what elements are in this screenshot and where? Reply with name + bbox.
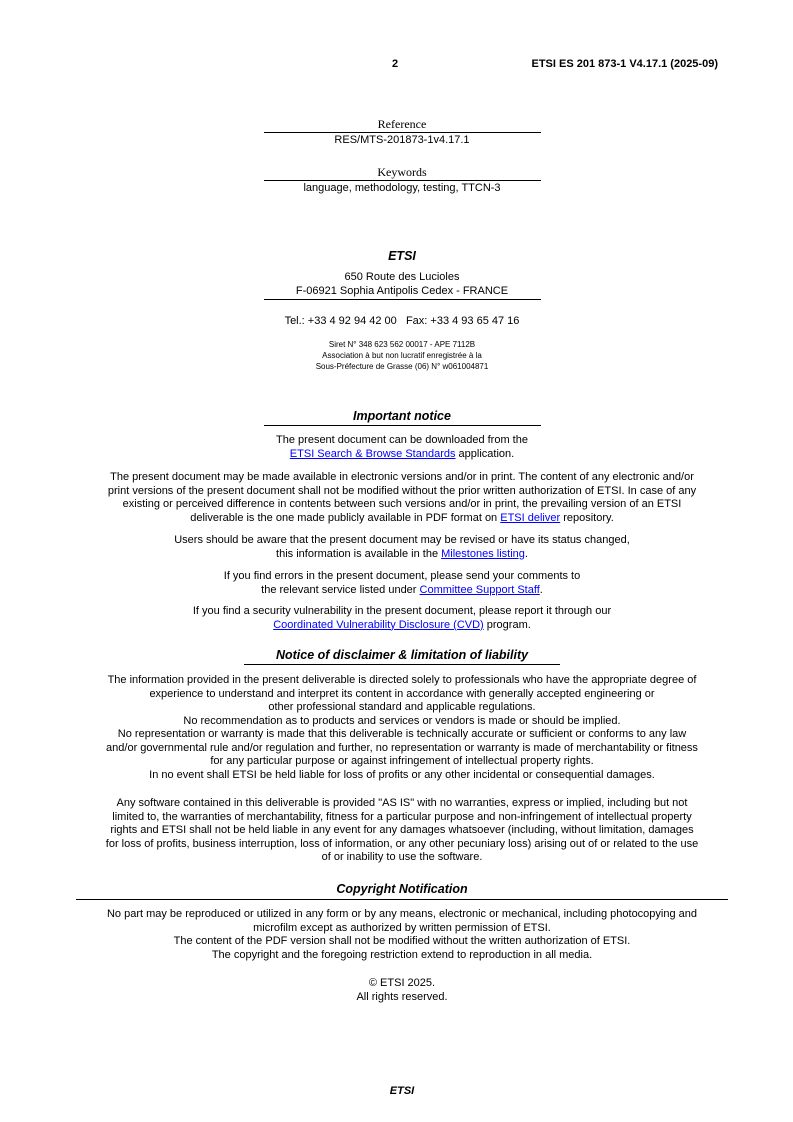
versions-line3: existing or perceived difference in contents between such versions and/or in print, the prevailing version of an ETSI (122, 498, 682, 510)
download-suffix: application. (455, 447, 515, 460)
siret: Siret N° 348 623 562 00017 - APE 7112B (328, 340, 476, 349)
disclaimer-line: The information provided in the present deliverable is directed solely to professionals who have the appropriate degree of (107, 674, 697, 686)
errors-line2-suffix: . (539, 583, 543, 596)
important-notice-rule (264, 425, 541, 426)
status-line2-suffix: . (524, 547, 528, 560)
copyright-line: The content of the PDF version shall not be modified without the written authorization of ETSI. (173, 935, 631, 947)
versions-line1: The present document may be made available in electronic versions and/or in print. The content of any electronic and/or (110, 471, 694, 483)
address-line1: 650 Route des Lucioles (344, 271, 460, 283)
download-line2 (80, 448, 724, 462)
errors-line2-text: the relevant service listed under (261, 583, 420, 596)
document-id: ETSI ES 201 873-1 V4.17.1 (2025-09) (531, 58, 718, 70)
etsi-search-link[interactable]: ETSI Search & Browse Standards (289, 447, 456, 460)
disclaimer-block-2 (60, 797, 744, 865)
errors-line1: If you find errors in the present document, please send your comments to (223, 570, 581, 582)
status-line2-text: this information is available in the (276, 547, 442, 560)
copyright-rule (76, 899, 728, 900)
footer-org: ETSI (389, 1085, 415, 1097)
copyright-line: The copyright and the foregoing restriction extend to reproduction in all media. (211, 948, 593, 961)
status-paragraph (80, 534, 724, 561)
committee-support-link[interactable]: Committee Support Staff (419, 583, 540, 596)
reference-rule (264, 132, 541, 133)
errors-paragraph (80, 570, 724, 597)
download-text (80, 434, 724, 461)
disclaimer-rule (244, 664, 560, 665)
disclaimer-block-1 (60, 674, 744, 782)
versions-line4-suffix: repository. (560, 511, 614, 524)
disclaimer-line: In no event shall ETSI be held liable for loss of profits or any other incidental or consequential damages. (149, 768, 655, 781)
phone-fax: Tel.: +33 4 92 94 42 00 Fax: +33 4 93 65 47 16 (284, 315, 520, 327)
keywords-rule (264, 180, 541, 181)
vulnerability-line2-suffix: program. (483, 618, 531, 631)
etsi-deliver-link[interactable]: ETSI deliver (500, 511, 561, 524)
copyright-title: Copyright Notification (336, 882, 468, 896)
copyright-block (60, 908, 744, 962)
disclaimer-line: other professional standard and applicable regulations. (268, 701, 536, 713)
page-number: 2 (392, 58, 399, 70)
versions-line4-text: deliverable is the one made publicly available in PDF format on (190, 511, 501, 524)
cvd-link[interactable]: Coordinated Vulnerability Disclosure (CVD) (273, 618, 484, 631)
download-line1: The present document can be downloaded from the (276, 434, 528, 446)
milestones-link[interactable]: Milestones listing (441, 547, 525, 560)
vulnerability-line1: If you find a security vulnerability in the present document, please report it through our (192, 605, 612, 617)
prefecture: Sous-Préfecture de Grasse (06) N° w061004871 (315, 362, 489, 371)
copyright-line: No part may be reproduced or utilized in any form or by any means, electronic or mechanical, including photocopying and (106, 908, 698, 920)
versions-line4 (70, 512, 734, 526)
software-line: rights and ETSI shall not be held liable in any event for any damages whatsoever (including, without limitation, damages (110, 824, 694, 836)
disclaimer-line: experience to understand and interpret its content in accordance with generally accepted engineering or (149, 687, 655, 700)
software-line: Any software contained in this deliverable is provided "AS IS" with no warranties, express or implied, including but not (116, 797, 688, 809)
disclaimer-title: Notice of disclaimer & limitation of liability (275, 648, 529, 662)
reference-value: RES/MTS-201873-1v4.17.1 (334, 134, 470, 146)
status-line1: Users should be aware that the present document may be revised or have its status changed, (174, 534, 630, 546)
copyright-notice: © ETSI 2025. (368, 977, 436, 989)
reference-label: Reference (377, 117, 427, 131)
disclaimer-line: for any particular purpose or against infringement of intellectual property rights. (210, 755, 594, 767)
address-line2: F-06921 Sophia Antipolis Cedex - FRANCE (295, 285, 509, 297)
important-notice-title: Important notice (353, 409, 451, 423)
software-line: limited to, the warranties of merchantability, fitness for a particular purpose and non-infringement of intellectual property (112, 810, 692, 823)
copyright-line: microfilm except as authorized by written permission of ETSI. (253, 921, 551, 934)
all-rights-reserved: All rights reserved. (356, 991, 448, 1003)
association: Association à but non lucratif enregistrée à la (322, 351, 482, 360)
errors-line2 (80, 584, 724, 598)
versions-paragraph (70, 471, 734, 525)
software-line: of or inability to use the software. (321, 851, 483, 863)
disclaimer-line: No recommendation as to products and services or vendors is made or should be implied. (183, 714, 621, 727)
software-line: for loss of profits, business interruption, loss of information, or any other pecuniary loss) arising out of or related to the use (105, 837, 699, 850)
keywords-label: Keywords (377, 165, 427, 179)
disclaimer-line: No representation or warranty is made that this deliverable is technically accurate or sufficient or conforms to any law (117, 728, 687, 740)
status-line2 (80, 548, 724, 562)
vulnerability-line2 (80, 619, 724, 633)
vulnerability-paragraph (80, 605, 724, 632)
keywords-value: language, methodology, testing, TTCN-3 (303, 182, 501, 194)
disclaimer-line: and/or governmental rule and/or regulation and further, no representation or warranty is made of merchantability or fitness (106, 741, 698, 754)
address-rule (264, 299, 541, 300)
org-name: ETSI (388, 249, 416, 263)
versions-line2: print versions of the present document shall not be modified without the prior written authorization of ETSI. In case of any (107, 484, 697, 497)
